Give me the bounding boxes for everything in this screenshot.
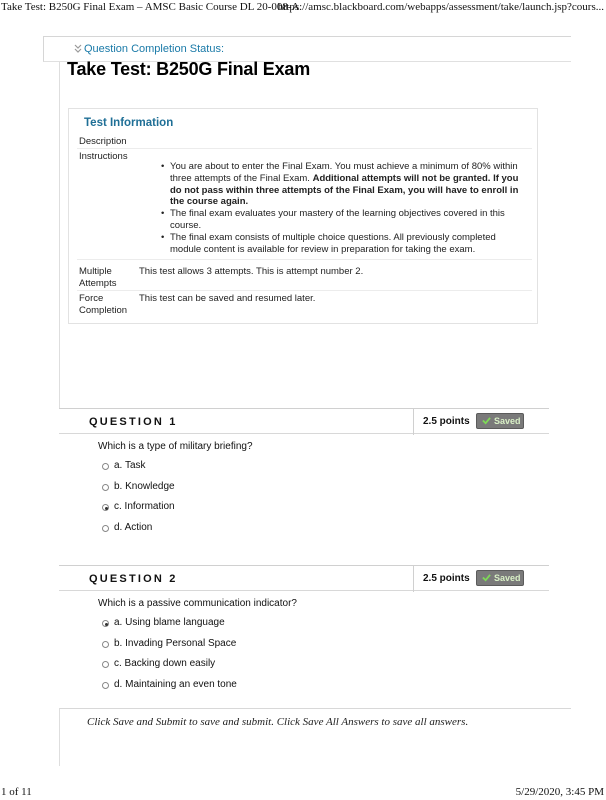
radio-button[interactable]	[102, 641, 109, 648]
answer-label[interactable]: d. Action	[114, 522, 153, 533]
test-information-panel	[68, 108, 538, 324]
radio-button[interactable]	[102, 525, 109, 532]
multiple-attempts-value: This test allows 3 attempts. This is attempt number 2.	[139, 266, 364, 277]
answer-label[interactable]: b. Knowledge	[114, 481, 175, 492]
instruction-item: • The final exam evaluates your mastery of the learning objectives covered in this course.	[161, 208, 521, 232]
status-label[interactable]: Question Completion Status:	[84, 43, 225, 55]
instructions-label: Instructions	[79, 151, 128, 162]
test-information-title: Test Information	[84, 117, 174, 129]
question-text: Which is a type of military briefing?	[98, 441, 253, 452]
question-title: QUESTION 2	[89, 573, 178, 585]
question-points: 2.5 points	[423, 573, 470, 584]
answer-label[interactable]: a. Using blame language	[114, 617, 225, 628]
question-title: QUESTION 1	[89, 416, 178, 428]
radio-button[interactable]	[102, 661, 109, 668]
radio-button-selected[interactable]	[102, 504, 109, 511]
check-icon	[482, 416, 491, 425]
print-timestamp: 5/29/2020, 3:45 PM	[515, 786, 604, 798]
radio-button-selected[interactable]	[102, 620, 109, 627]
page-number: 1 of 11	[1, 786, 32, 798]
submit-bar	[59, 708, 571, 766]
answer-label[interactable]: c. Backing down easily	[114, 658, 216, 669]
force-completion-value: This test can be saved and resumed later.	[139, 293, 316, 304]
instructions-list	[161, 161, 521, 255]
print-header-title: Take Test: B250G Final Exam – AMSC Basic Course DL 20-008-A	[1, 1, 300, 13]
multiple-attempts-label: Multiple Attempts	[79, 266, 117, 289]
submit-hint: Click Save and Submit to save and submit. Click Save All Answers to save all answers.	[87, 716, 469, 728]
answer-label[interactable]: a. Task	[114, 460, 146, 471]
question-header	[59, 565, 549, 591]
question-points-cell	[413, 409, 549, 435]
instruction-item: • The final exam consists of multiple choice questions. All previously completed module content is available for review in preparation for taking the exam.	[161, 232, 521, 256]
radio-button[interactable]	[102, 484, 109, 491]
answer-label[interactable]: b. Invading Personal Space	[114, 638, 237, 649]
answer-label[interactable]: d. Maintaining an even tone	[114, 679, 237, 690]
radio-button[interactable]	[102, 463, 109, 470]
radio-button[interactable]	[102, 682, 109, 689]
print-header-url: https://amsc.blackboard.com/webapps/assessment/take/launch.jsp?cours...	[277, 1, 604, 13]
question-text: Which is a passive communication indicator?	[98, 598, 297, 609]
instruction-item: • You are about to enter the Final Exam. You must achieve a minimum of 80% within three attempts of the Final Exam. Additional attempts will not be granted. If you do not pass within three attempts of the Final Exam, you will have to enroll in the course again.	[161, 161, 521, 208]
check-icon	[482, 573, 491, 582]
question-points: 2.5 points	[423, 416, 470, 427]
print-footer	[0, 784, 606, 800]
row-divider	[77, 148, 532, 149]
question-points-cell	[413, 566, 549, 592]
question-header	[59, 408, 549, 434]
description-label: Description	[79, 136, 127, 147]
print-header	[0, 0, 606, 16]
row-divider	[77, 259, 532, 260]
saved-label: Saved	[494, 573, 521, 583]
saved-badge	[476, 570, 524, 586]
page-title: Take Test: B250G Final Exam	[67, 59, 311, 79]
double-chevron-down-icon[interactable]	[74, 44, 82, 55]
row-divider	[77, 290, 532, 291]
saved-label: Saved	[494, 416, 521, 426]
force-completion-label: Force Completion	[79, 293, 128, 316]
answer-label[interactable]: c. Information	[114, 501, 175, 512]
saved-badge	[476, 413, 524, 429]
